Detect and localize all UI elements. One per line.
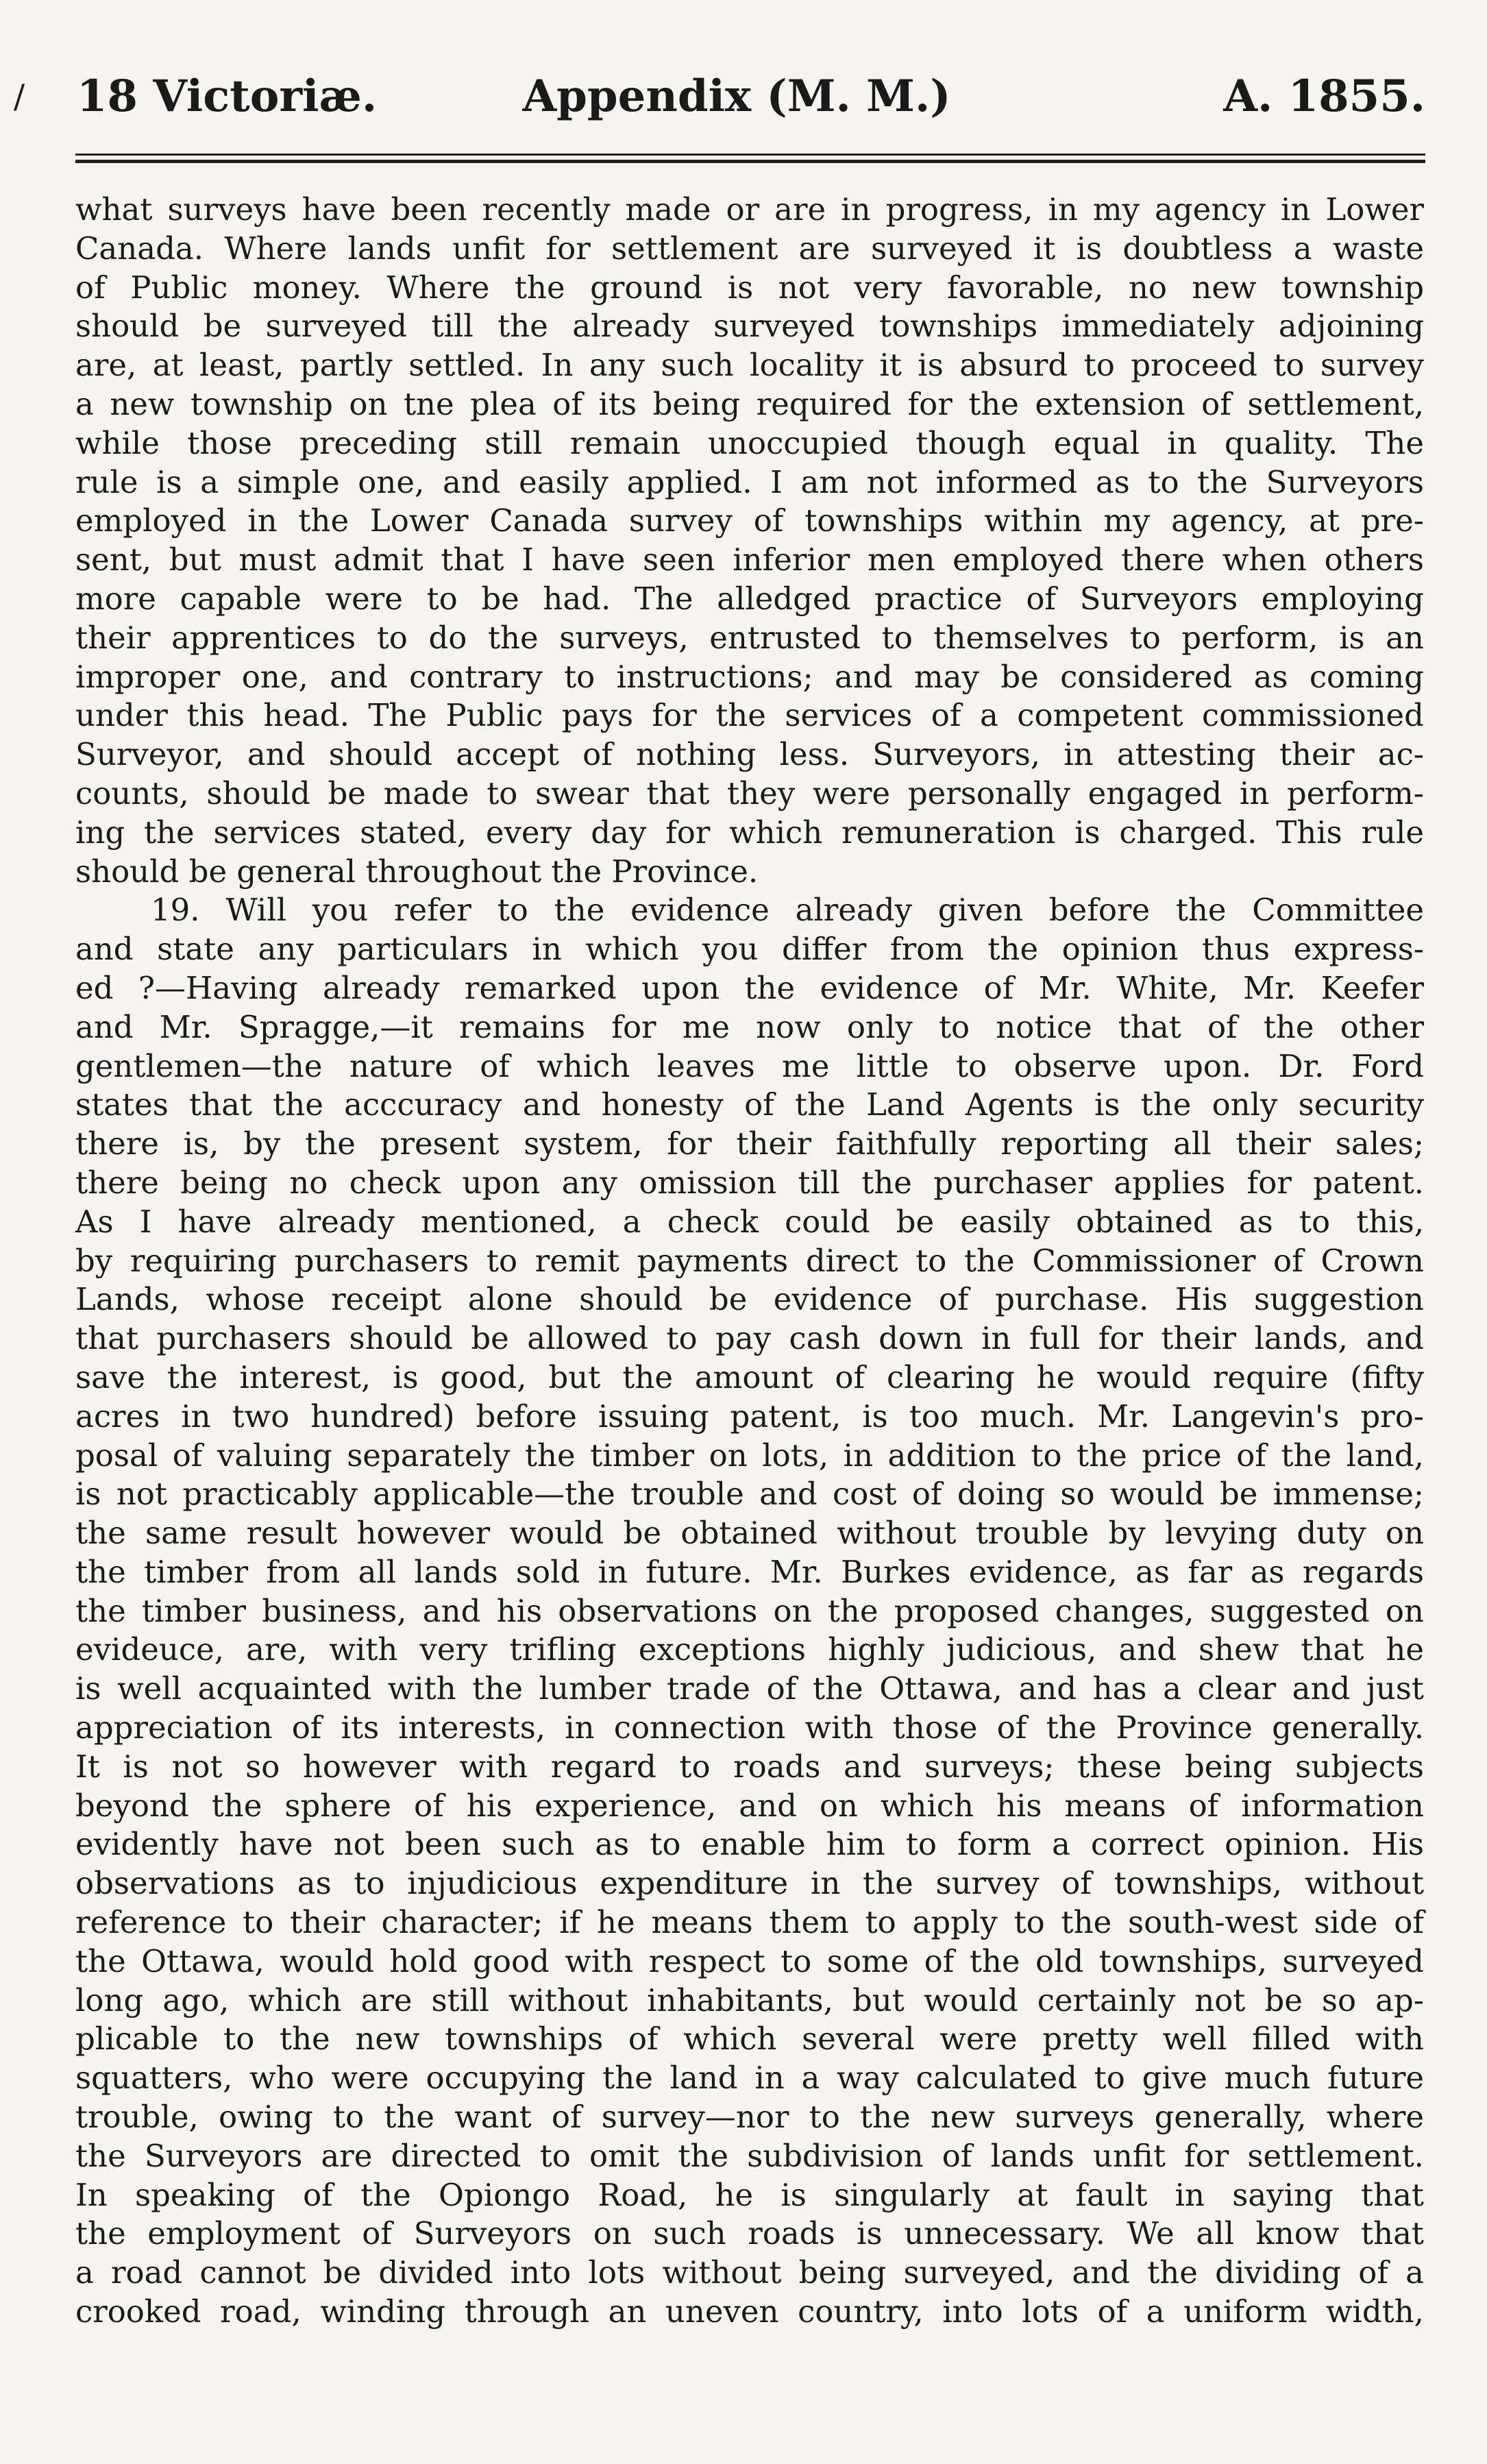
text-line: are, at least, partly settled. In any such locality it is absurd to proceed to survey <box>75 347 1424 384</box>
text-line: rule is a simple one, and easily applied. I am not informed as to the Surveyors <box>75 463 1424 500</box>
text-line: should be general throughout the Province. <box>75 853 759 890</box>
text-line: appreciation of its interests, in connection with those of the Province generally. <box>75 1709 1424 1746</box>
text-line: long ago, which are still without inhabitants, but would certainly not be so ap- <box>75 1981 1424 2018</box>
text-line: crooked road, winding through an uneven country, into lots of a uniform width, <box>75 2293 1424 2330</box>
text-line: should be surveyed till the already surveyed townships immediately adjoining <box>75 308 1424 345</box>
text-line: squatters, who were occupying the land in a way calculated to give much future <box>75 2060 1424 2097</box>
header-double-rule <box>75 154 1425 163</box>
text-line: posal of valuing separately the timber on lots, in addition to the price of the land, <box>75 1437 1424 1474</box>
text-line: that purchasers should be allowed to pay cash down in full for their lands, and <box>75 1320 1424 1357</box>
text-line: evidently have not been such as to enable him to form a correct opinion. His <box>75 1826 1424 1863</box>
text-line: Lands, whose receipt alone should be evidence of purchase. His suggestion <box>75 1281 1424 1318</box>
text-line: more capable were to be had. The alledged practice of Surveyors employing <box>75 580 1424 617</box>
text-line: and state any particulars in which you differ from the opinion thus express- <box>75 931 1424 968</box>
text-line: is not practicably applicable—the trouble and cost of doing so would be immense; <box>75 1476 1424 1513</box>
text-line: plicable to the new townships of which several were pretty well filled with <box>75 2021 1424 2058</box>
text-line: As I have already mentioned, a check could be easily obtained as to this, <box>75 1203 1424 1240</box>
text-line: there is, by the present system, for their faithfully reporting all their sales; <box>75 1125 1424 1162</box>
text-line: employed in the Lower Canada survey of townships within my agency, at pre- <box>75 502 1424 539</box>
text-line: In speaking of the Opiongo Road, he is singularly at fault in saying that <box>75 2176 1424 2213</box>
text-line: sent, but must admit that I have seen inferior men employed there when others <box>75 541 1424 578</box>
text-line: and Mr. Spragge,—it remains for me now only to notice that of the other <box>75 1008 1424 1045</box>
text-line: 19. Will you refer to the evidence already given before the Committee <box>151 892 1424 929</box>
text-line: trouble, owing to the want of survey—nor to the new surveys generally, where <box>75 2099 1424 2136</box>
text-line: is well acquainted with the lumber trade of the Ottawa, and has a clear and just <box>75 1670 1424 1707</box>
text-line: while those preceding still remain unoccupied though equal in quality. The <box>75 424 1424 461</box>
running-header <box>14 66 1425 127</box>
text-line: ed ?—Having already remarked upon the evidence of Mr. White, Mr. Keefer <box>75 969 1424 1006</box>
margin-mark: / <box>14 77 25 116</box>
text-line: observations as to injudicious expenditure in the survey of townships, without <box>75 1865 1424 1902</box>
text-line: reference to their character; if he means them to apply to the south-west side of <box>75 1904 1424 1941</box>
text-line: by requiring purchasers to remit payments direct to the Commissioner of Crown <box>75 1242 1424 1279</box>
text-line: counts, should be made to swear that they were personally engaged in perform- <box>75 774 1424 812</box>
text-line: beyond the sphere of his experience, and on which his means of information <box>75 1787 1424 1824</box>
text-line: under this head. The Public pays for the services of a competent commissioned <box>75 697 1424 734</box>
header-year: A. 1855. <box>1223 71 1425 122</box>
text-line: the timber from all lands sold in future. Mr. Burkes evidence, as far as regards <box>75 1553 1424 1590</box>
body-text <box>75 191 1424 2332</box>
text-line: Surveyor, and should accept of nothing less. Surveyors, in attesting their ac- <box>75 736 1424 773</box>
header-session: 18 Victoriæ. <box>77 71 378 122</box>
text-line: ing the services stated, every day for which remuneration is charged. This rule <box>75 814 1424 851</box>
text-line: there being no check upon any omission till the purchaser applies for patent. <box>75 1164 1424 1201</box>
text-line: Canada. Where lands unfit for settlement are surveyed it is doubtless a waste <box>75 230 1424 267</box>
text-line: evideuce, are, with very trifling exceptions highly judicious, and shew that he <box>75 1631 1424 1668</box>
text-line: gentlemen—the nature of which leaves me little to observe upon. Dr. Ford <box>75 1047 1424 1084</box>
text-line: of Public money. Where the ground is not very favorable, no new township <box>75 269 1424 306</box>
text-line: save the interest, is good, but the amount of clearing he would require (fifty <box>75 1358 1424 1395</box>
text-line: states that the acccuracy and honesty of the Land Agents is the only security <box>75 1086 1424 1123</box>
text-line: the employment of Surveyors on such roads is unnecessary. We all know that <box>75 2215 1424 2252</box>
text-line: improper one, and contrary to instructions; and may be considered as coming <box>75 658 1424 695</box>
text-line: their apprentices to do the surveys, entrusted to themselves to perform, is an <box>75 619 1424 656</box>
text-line: the same result however would be obtained without trouble by levying duty on <box>75 1515 1424 1552</box>
text-line: the Ottawa, would hold good with respect to some of the old townships, surveyed <box>75 1942 1424 1979</box>
text-line: what surveys have been recently made or are in progress, in my agency in Lower <box>75 191 1424 228</box>
header-title: Appendix (M. M.) <box>522 71 951 122</box>
text-line: the Surveyors are directed to omit the subdivision of lands unfit for settlement. <box>75 2137 1424 2174</box>
text-line: It is not so however with regard to roads and surveys; these being subjects <box>75 1748 1424 1785</box>
text-line: a new township on tne plea of its being required for the extension of settlement, <box>75 385 1424 422</box>
text-line: a road cannot be divided into lots without being surveyed, and the dividing of a <box>75 2254 1424 2291</box>
text-line: acres in two hundred) before issuing patent, is too much. Mr. Langevin's pro- <box>75 1398 1424 1435</box>
text-line: the timber business, and his observations on the proposed changes, suggested on <box>75 1592 1424 1629</box>
